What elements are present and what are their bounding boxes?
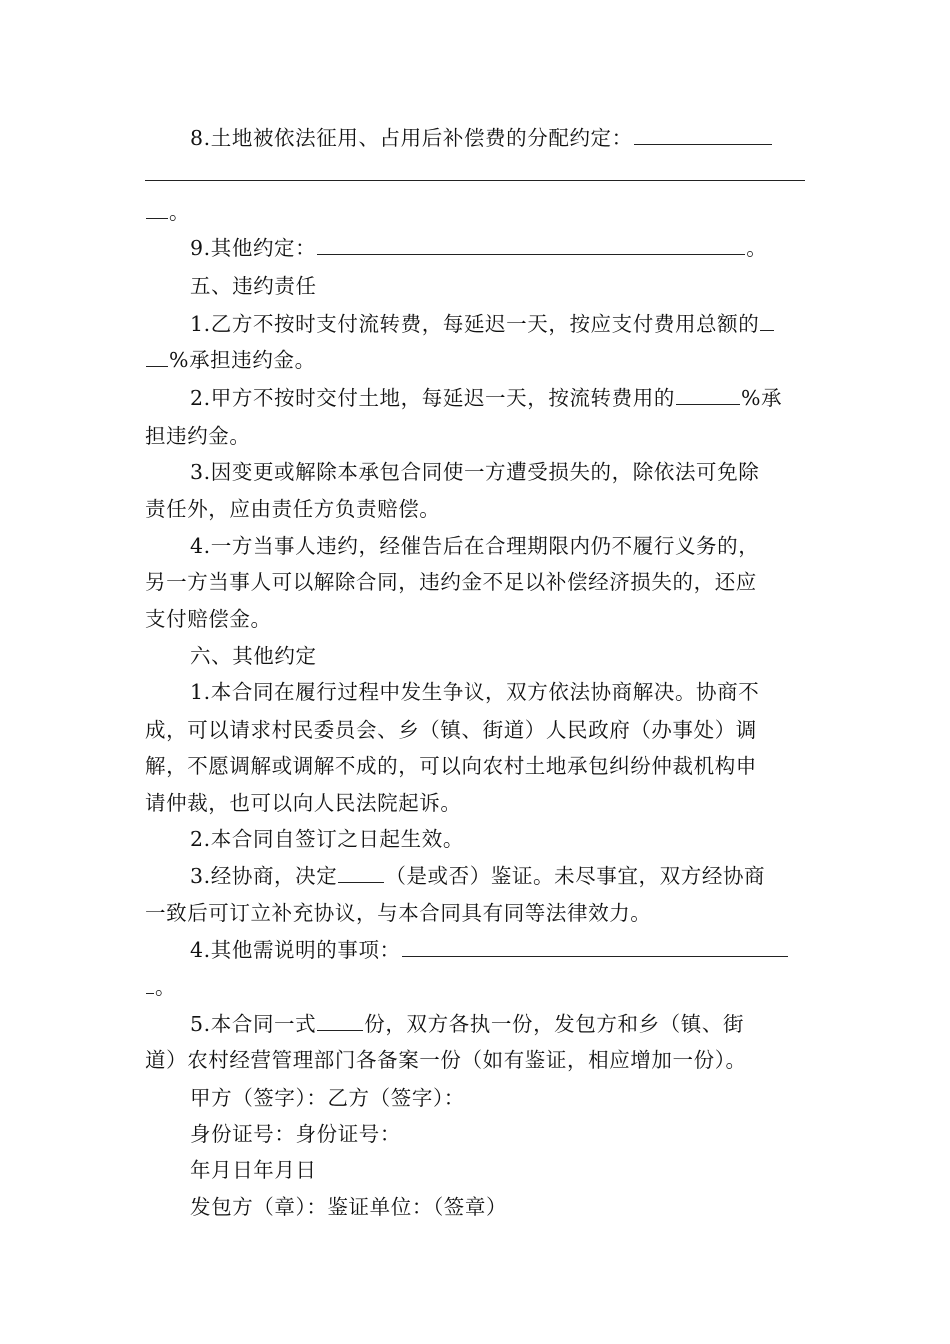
section-5-item-1-blank[interactable] — [760, 310, 774, 331]
clause-8-blank-line[interactable] — [145, 180, 805, 181]
section-6-item-4-text: 4.其他需说明的事项： — [190, 938, 401, 962]
section-5-item-2-text-b: %承 — [740, 386, 783, 410]
section-5-title: 五、违约责任 — [190, 274, 317, 298]
signature-date: 年月日年月日 — [190, 1158, 317, 1182]
section-5-item-2-cont: 担违约金。 — [145, 424, 251, 448]
section-6-item-3-cont: 一致后可订立补充协议，与本合同具有同等法律效力。 — [145, 901, 652, 925]
section-6-item-4-blank-tail[interactable] — [146, 973, 154, 994]
section-6-item-4-end: 。 — [155, 975, 177, 999]
section-6-item-1-cont: 成，可以请求村民委员会、乡（镇、街道）人民政府（办事处）调 — [145, 718, 757, 742]
section-5-item-4: 4.一方当事人违约，经催告后在合理期限内仍不履行义务的， — [190, 534, 760, 558]
section-6-item-4 — [190, 936, 810, 964]
section-6-item-5-text-b: 份，双方各执一份，发包方和乡（镇、街 — [364, 1012, 745, 1036]
section-5-item-1 — [190, 310, 810, 338]
section-6-item-3-text: 3.经协商，决定 — [190, 864, 338, 888]
section-6-item-2: 2.本合同自签订之日起生效。 — [190, 827, 464, 851]
section-5-item-2 — [190, 384, 810, 412]
section-5-item-2-blank[interactable] — [676, 384, 740, 405]
section-6-item-1-cont3: 请仲裁，也可以向人民法院起诉。 — [145, 791, 462, 815]
section-5-item-1-text-cont: %承担违约金。 — [169, 348, 316, 372]
clause-9-end: 。 — [746, 236, 768, 260]
section-5-item-3-cont: 责任外，应由责任方负责赔偿。 — [145, 497, 441, 521]
section-6-item-3-text-b: （是或否）鉴证。未尽事宜，双方经协商 — [385, 864, 766, 888]
clause-8-end — [145, 198, 810, 226]
section-6-item-3 — [190, 862, 810, 890]
section-6-item-5-text: 5.本合同一式 — [190, 1012, 317, 1036]
signature-party: 甲方（签字）：乙方（签字）： — [190, 1086, 465, 1110]
section-6-item-4-cont — [145, 973, 810, 1001]
signature-seal: 发包方（章）：鉴证单位：（签章） — [190, 1195, 508, 1219]
section-5-item-1-blank-tail[interactable] — [146, 346, 168, 367]
clause-8-end-text: 。 — [169, 200, 191, 224]
section-5-item-1-cont — [145, 346, 810, 374]
clause-8 — [190, 124, 810, 152]
clause-8-blank[interactable] — [634, 124, 772, 145]
section-6-item-1: 1.本合同在履行过程中发生争议，双方依法协商解决。协商不 — [190, 680, 760, 704]
clause-8-text: 8.土地被依法征用、占用后补偿费的分配约定： — [190, 126, 633, 150]
clause-9-text: 9.其他约定： — [190, 236, 317, 260]
section-6-item-1-cont2: 解，不愿调解或调解不成的，可以向农村土地承包纠纷仲裁机构申 — [145, 754, 757, 778]
section-5-item-4-cont: 另一方当事人可以解除合同，违约金不足以补偿经济损失的，还应 — [145, 570, 757, 594]
section-5-item-1-text: 1.乙方不按时支付流转费，每延迟一天，按应支付费用总额的 — [190, 312, 760, 336]
section-6-item-5-cont: 道）农村经营管理部门各备案一份（如有鉴证，相应增加一份）。 — [145, 1048, 747, 1072]
section-6-title: 六、其他约定 — [190, 644, 317, 668]
clause-8-blank-tail[interactable] — [146, 198, 168, 219]
section-5-item-2-text: 2.甲方不按时交付土地，每延迟一天，按流转费用的 — [190, 386, 675, 410]
section-5-item-4-cont2: 支付赔偿金。 — [145, 607, 272, 631]
clause-9 — [190, 234, 810, 262]
clause-9-blank[interactable] — [317, 234, 745, 255]
section-6-item-4-blank[interactable] — [402, 936, 788, 957]
signature-id: 身份证号：身份证号： — [190, 1122, 401, 1146]
section-6-item-5 — [190, 1010, 810, 1038]
section-6-item-3-blank[interactable] — [338, 862, 384, 883]
section-5-item-3: 3.因变更或解除本承包合同使一方遭受损失的，除依法可免除 — [190, 460, 760, 484]
section-6-item-5-blank[interactable] — [317, 1010, 363, 1031]
